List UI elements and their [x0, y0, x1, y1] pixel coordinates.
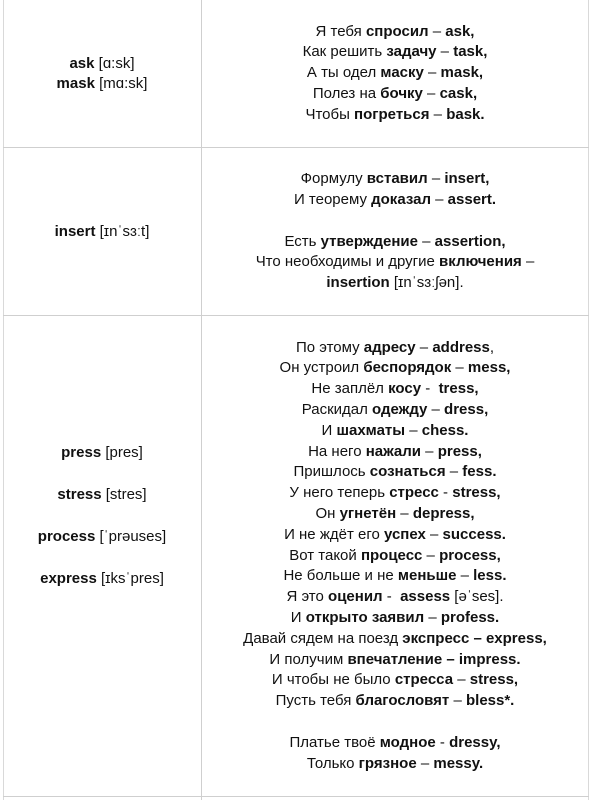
bold-text: одежду [372, 401, 428, 419]
text: - [382, 588, 401, 606]
text: По этому [295, 338, 364, 356]
text: – [427, 401, 445, 419]
poem-line [315, 504, 474, 525]
word-cell [4, 0, 200, 147]
bold-text: спросил [365, 22, 429, 40]
text: Формулу [300, 170, 367, 188]
bold-text: ask [69, 54, 95, 72]
bold-text: bask. [446, 105, 485, 123]
bold-text: угнетён [339, 505, 397, 522]
bold-text: bless*. [465, 692, 515, 710]
bold-text: стресса [394, 671, 454, 689]
text: – [449, 692, 466, 710]
poem-line [289, 483, 500, 504]
bold-text: ask, [445, 22, 475, 40]
word-entry [57, 74, 148, 94]
text: А ты одел [306, 64, 381, 82]
bold-text: insert, [444, 170, 490, 188]
bold-text: оценил [328, 588, 383, 606]
bold-text: tress, [438, 380, 479, 398]
poem-line [294, 190, 496, 211]
bold-text: меньше [397, 567, 457, 585]
bold-text: process [37, 528, 96, 545]
poem-line [284, 525, 506, 546]
text: И [321, 421, 337, 439]
bold-text: процесс [360, 546, 423, 564]
text: [ɪnˈsɜːʃən]. [389, 274, 464, 292]
bold-text: less. [473, 567, 507, 585]
poem-line [326, 273, 463, 294]
poem-line [316, 22, 475, 43]
bold-text: cask, [439, 84, 478, 102]
text: – [421, 442, 438, 460]
text: – [427, 170, 445, 188]
text: Только [306, 754, 359, 772]
bold-text: insert [54, 222, 96, 240]
poem-line [307, 63, 483, 84]
poem-line [256, 252, 535, 273]
bold-text: модное [379, 733, 436, 751]
table-row [0, 148, 590, 315]
text: - [438, 484, 453, 502]
bold-text: вставил [366, 170, 428, 188]
poem-line [280, 358, 511, 379]
text: Полез на [312, 84, 381, 102]
poem-line [313, 84, 477, 105]
bold-text: press [61, 444, 102, 461]
table-row [0, 316, 590, 796]
text: Платье твоё [289, 733, 380, 751]
bold-text: шахматы [336, 421, 406, 439]
text: – [430, 190, 448, 208]
bold-text: fess. [462, 463, 497, 481]
poem-line [303, 42, 488, 63]
text: – [456, 567, 474, 585]
text: И теорему [293, 190, 372, 208]
text: Он устроил [279, 359, 364, 377]
poem-cell [202, 0, 588, 147]
text: У него теперь [289, 484, 390, 502]
text: – [396, 505, 413, 522]
poem-line [290, 733, 501, 754]
bold-text: грязное [358, 754, 417, 772]
bold-text: address [432, 338, 490, 356]
bold-text: express [40, 570, 97, 587]
text: – [436, 43, 454, 61]
bold-text: stress, [452, 484, 501, 502]
bold-text: стресс [389, 484, 439, 502]
text: – [451, 359, 468, 377]
poem-line [284, 232, 505, 253]
text: – [521, 253, 535, 271]
text: Давай сядем на поезд [243, 629, 403, 647]
word-entry [57, 485, 146, 505]
text: – [453, 671, 470, 689]
bold-text: успех [383, 525, 426, 543]
text: Я это [286, 588, 329, 606]
text: [mɑ:sk] [94, 74, 148, 92]
word-cell [4, 148, 200, 315]
text: – [423, 64, 441, 82]
bold-text: доказал [371, 190, 431, 208]
bold-text: mask, [440, 64, 484, 82]
text: Он [315, 505, 340, 522]
bold-text: благословят [355, 692, 450, 710]
bold-text: mask [56, 74, 95, 92]
poem-line [291, 608, 499, 629]
bold-text: нажали [365, 442, 422, 460]
text: И не ждёт его [284, 525, 384, 543]
word-cell [4, 316, 200, 716]
bold-text: впечатление – impress. [347, 650, 521, 668]
poem-line [296, 338, 494, 359]
text: И получим [269, 650, 348, 668]
text: [əˈses]. [450, 588, 504, 606]
bold-text: беспорядок [363, 359, 452, 377]
poem-cell [202, 148, 588, 315]
bold-text: success. [442, 525, 506, 543]
text: – [428, 22, 446, 40]
text: – [405, 421, 422, 439]
text: Не больше и не [283, 567, 398, 585]
poem-line [272, 670, 518, 691]
bold-text: stress, [469, 671, 519, 689]
text: Вот такой [289, 546, 361, 564]
table-row [0, 0, 590, 147]
text: , [489, 338, 495, 356]
bold-text: задачу [386, 43, 437, 61]
word-entry [55, 222, 150, 242]
text: – [422, 84, 440, 102]
text: [ˈprəuses] [95, 528, 167, 545]
bold-text: экспресс – express, [402, 629, 547, 647]
text: [pres] [101, 444, 143, 461]
word-entry [69, 54, 134, 74]
poem-line [269, 650, 520, 671]
poem-line [293, 462, 496, 483]
poem-line [289, 546, 501, 567]
text: Я тебя [315, 22, 366, 40]
bold-text: chess. [421, 421, 469, 439]
poem-line [311, 379, 478, 400]
bold-text: утверждение [320, 232, 418, 250]
bold-text: погреться [354, 105, 430, 123]
text: – [415, 338, 433, 356]
bold-text: маску [380, 64, 424, 82]
text: – [429, 105, 447, 123]
poem-line [276, 691, 515, 712]
text: Не заплёл [311, 380, 389, 398]
poem-cell [202, 316, 588, 796]
bold-text: открыто заявил [305, 608, 425, 626]
poem-line [243, 629, 547, 650]
text: Есть [284, 232, 321, 250]
text: – [416, 754, 434, 772]
bold-text: dressy, [449, 733, 501, 751]
text: [ɑ:sk] [94, 54, 135, 72]
bold-text: stress [57, 486, 102, 503]
text: – [417, 232, 435, 250]
text: [ɪksˈpres] [96, 570, 164, 587]
text: Что необходимы и другие [255, 253, 440, 271]
text: Чтобы [305, 105, 355, 123]
bold-text: косу [388, 380, 422, 398]
bold-text: mess, [467, 359, 511, 377]
bold-text: сознаться [369, 463, 446, 481]
text: [stres] [101, 486, 147, 503]
poem-line [286, 587, 503, 608]
poem-line [322, 421, 469, 442]
text: На него [308, 442, 366, 460]
bold-text: включения [439, 253, 522, 271]
bold-text: бочку [380, 84, 423, 102]
text: [ɪnˈsɜːt] [95, 222, 150, 240]
poem-line [302, 400, 489, 421]
poem-line [283, 566, 506, 587]
bold-text: depress, [412, 505, 475, 522]
text: - [421, 380, 439, 398]
bold-text: адресу [363, 338, 416, 356]
poem-line [305, 105, 484, 126]
text: И чтобы не было [271, 671, 395, 689]
poem-line [308, 442, 482, 463]
word-entry [38, 527, 166, 547]
text: Как решить [302, 43, 387, 61]
text: Раскидал [301, 401, 373, 419]
text: Пусть тебя [275, 692, 356, 710]
text: – [425, 525, 443, 543]
bold-text: assert. [447, 190, 497, 208]
bold-text: task, [453, 43, 488, 61]
bold-text: messy. [433, 754, 484, 772]
text: И [290, 608, 306, 626]
bold-text: insertion [326, 274, 390, 292]
bold-text: profess. [440, 608, 500, 626]
text: Пришлось [293, 463, 370, 481]
poem-line [301, 169, 490, 190]
bold-text: process, [439, 546, 501, 564]
bold-text: assertion, [434, 232, 506, 250]
bold-text: press, [437, 442, 482, 460]
word-entry [61, 443, 143, 463]
text: – [424, 608, 441, 626]
bold-text: assess [400, 588, 451, 606]
text: - [435, 733, 450, 751]
bold-text: dress, [444, 401, 489, 419]
text: – [445, 463, 463, 481]
row-divider [3, 796, 589, 797]
poem-line [307, 754, 483, 775]
text: – [422, 546, 440, 564]
word-entry [40, 569, 164, 589]
